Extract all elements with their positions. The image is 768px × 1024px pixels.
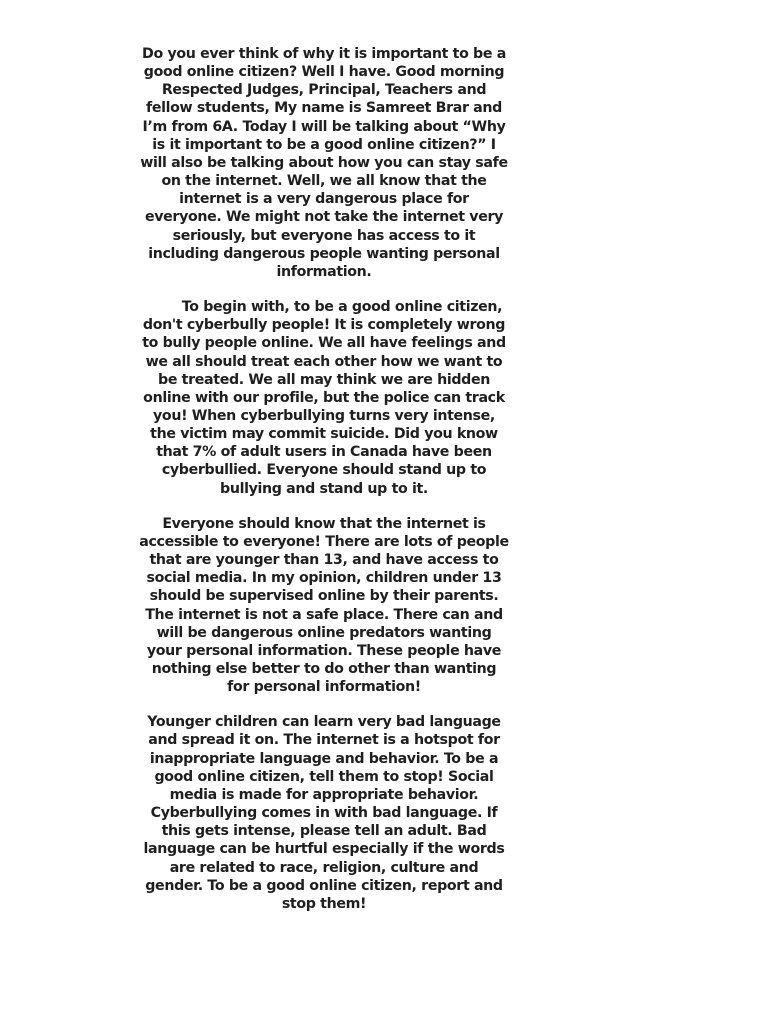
paragraph-internet-access: Everyone should know that the internet is accessible to everyone! There are lots of people that are younger than 13, and have access to social media. In my opinion, children under 13 should be supervised online by their parents. The internet is not a safe place. There can and will be dangerous online predators wanting your personal information. These people have nothing else better to do other than wanting for personal information! (139, 515, 514, 696)
document-page (139, 45, 514, 930)
paragraph-bad-language: Younger children can learn very bad language and spread it on. The internet is a hotspot for inappropriate language and behavior. To be a good online citizen, tell them to stop! Social media is made for appropriate behavior. Cyberbullying comes in with bad language. If this gets intense, please tell an adult. Bad language can be hurtful especially if the words are related to race, religion, culture and gender. To be a good online citizen, report and stop them! (143, 714, 510, 912)
paragraph-intro: Do you ever think of why it is important to be a good online citizen? Well I have. Good morning Respected Judges, Principal, Teachers and fellow students, My name is Samreet Brar and I’m from 6A. Today I will be talking about “Why is it important to be a good online citizen?” I will also be talking about how you can stay safe on the internet. Well, we all know that the internet is a very dangerous place for everyone. We might not take the internet very seriously, but everyone has access to it including dangerous people wanting personal information. (140, 46, 513, 280)
paragraph-cyberbullying: To begin with, to be a good online citizen, don't cyberbully people! It is completely wrong to bully people online. We all have feelings and we all should treat each other how we want to be treated. We all may think we are hidden online with our profile, but the police can track you! When cyberbullying turns very intense, the victim may commit suicide. Did you know that 7% of adult users in Canada have been cyberbullied. Everyone should stand up to bullying and stand up to it. (142, 299, 511, 497)
